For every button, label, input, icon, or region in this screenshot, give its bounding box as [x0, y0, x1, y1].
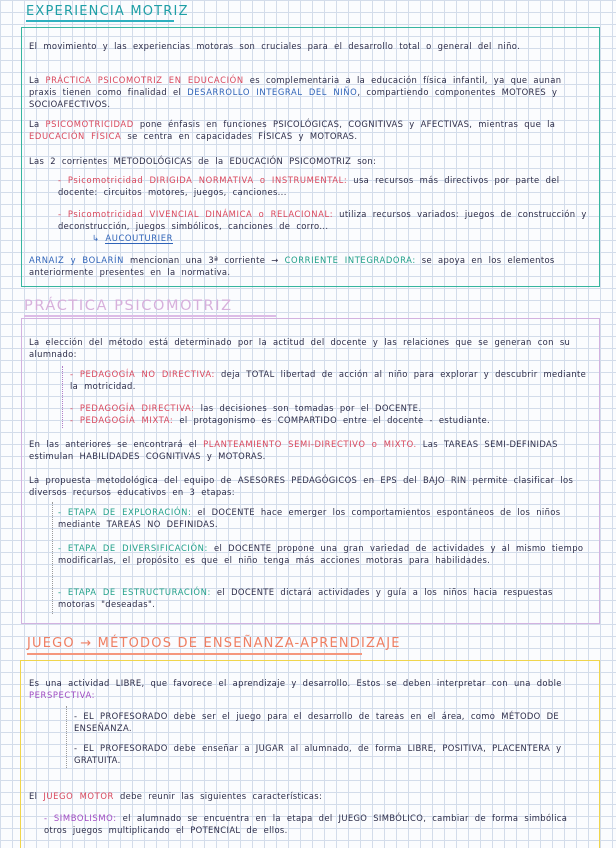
arrow-icon: →	[80, 636, 93, 651]
title-underline	[24, 315, 276, 317]
arrow-icon: ↳	[92, 233, 100, 243]
paragraph-practica-psicomotriz: La PRÁCTICA PSICOMOTRIZ EN EDUCACIÓN es complementaria a la educación física infantil, ya que aunan praxis tienen como finalidad el DESARROLLO INTEGRAL DEL NIÑO, compartiendo componentes MOTORES y SOCIOAFECTIVOS.	[29, 75, 562, 109]
paragraph-movimiento: El movimiento y las experiencias motoras son cruciales para el desarrollo total o general del niño.	[29, 41, 521, 51]
section-box-practica	[21, 318, 600, 624]
paragraph-semi-directivo: En las anteriores se encontrará el PLANTEAMIENTO SEMI-DIRECTIVO o MIXTO. Las TAREAS SEMI-DEFINIDAS estimulan HABILIDADES COGNITIVAS y MOTORAS.	[29, 439, 558, 461]
highlight-corriente-integradora: CORRIENTE INTEGRADORA:	[284, 255, 416, 265]
list-item-mixta: - PEDAGOGÍA MIXTA: el protagonismo es COMPARTIDO entre el docente - estudiante.	[70, 415, 491, 425]
aucouturier-note: ↳ AUCOUTURIER	[92, 233, 174, 243]
highlight-practica-psicomotriz: PRÁCTICA PSICOMOTRIZ EN EDUCACIÓN	[45, 75, 244, 85]
paragraph-juego-motor: El JUEGO MOTOR debe reunir las siguientes características:	[29, 791, 323, 801]
list-item-simbolismo: - SIMBOLISMO: el alumnado se encuentra en la etapa del JUEGO SIMBÓLICO, cambiar de forma simbólica otros juegos multiplicando el POTENCIAL de ellos.	[44, 813, 568, 835]
list-item-no-directiva: - PEDAGOGÍA NO DIRECTIVA: deja TOTAL libertad de acción al niño para explorar y descubrir mediante la motricidad.	[70, 369, 587, 391]
section-title-practica-psicomotriz: PRÁCTICA PSICOMOTRIZ	[24, 298, 233, 314]
list-item-vivencial: - Psicomotricidad VIVENCIAL DINÁMICA o RELACIONAL: utiliza recursos variados: juegos de construcción y deconstrucción, juegos simbólicos, canciones de corro...	[58, 209, 587, 231]
paragraph-psicomotricidad: La PSICOMOTRICIDAD pone énfasis en funciones PSICOLÓGICAS, COGNITIVAS y AFECTIVAS, mientras que la EDUCACIÓN FÍSICA se centra en capacidades FÍSICAS y MOTORAS.	[29, 119, 556, 141]
list-item-profesorado-jugar: - EL PROFESORADO debe enseñar a JUGAR al alumnado, de forma LIBRE, POSITIVA, PLACENTERA y GRATUITA.	[74, 743, 562, 765]
list-item-exploracion: - ETAPA DE EXPLORACIÓN: el DOCENTE hace emerger los comportamientos espontáneos de los niños mediante TAREAS NO DEFINIDAS.	[58, 507, 561, 529]
bracket-perspectiva	[66, 706, 69, 768]
paragraph-corrientes: Las 2 corrientes METODOLÓGICAS de la EDUCACIÓN PSICOMOTRIZ son:	[29, 156, 377, 166]
list-item-estructuracion: - ETAPA DE ESTRUCTURACIÓN: el DOCENTE dictará actividades y guía a los niños hacia respuestas motoras "deseadas".	[58, 587, 553, 609]
section-title-experiencia-motriz: EXPERIENCIA MOTRIZ	[26, 4, 189, 19]
title-underline	[27, 653, 362, 655]
list-item-diversificacion: - ETAPA DE DIVERSIFICACIÓN: el DOCENTE propone una gran variedad de actividades y al mismo tiempo modificarlas, el propósito es que el niño tenga más acciones motoras para habilidades.	[58, 543, 584, 565]
paragraph-eleccion-metodo: La elección del método está determinado por la actitud del docente y las relaciones que se generan con su alumnado:	[29, 337, 571, 359]
highlight-desarrollo-integral: DESARROLLO INTEGRAL DEL NIÑO	[187, 87, 358, 97]
bracket-pedagogias	[62, 366, 65, 428]
bracket-etapas	[52, 502, 55, 614]
list-item-dirigida: - Psicomotricidad DIRIGIDA NORMATIVA o INSTRUMENTAL: usa recursos más directivos por parte del docente: circuitos motores, juegos, canciones...	[58, 175, 560, 197]
highlight-psicomotricidad: PSICOMOTRICIDAD	[45, 119, 134, 129]
section-title-juego: JUEGO → MÉTODOS DE ENSEÑANZA-APRENDIZAJE	[27, 636, 401, 651]
paragraph-propuesta: La propuesta metodológica del equipo de ASESORES PEDAGÓGICOS en EPS del BAJO RIN permite clasificar los diversos recursos educativos en 3 etapas:	[29, 475, 574, 497]
list-item-directiva: - PEDAGOGÍA DIRECTIVA: las decisiones son tomadas por el DOCENTE.	[70, 403, 422, 413]
paragraph-arnaiz-bolarin: ARNAIZ y BOLARÍN mencionan una 3ª corriente → CORRIENTE INTEGRADORA: se apoya en los elementos anteriormente presentes en la normativa.	[29, 255, 555, 277]
list-item-profesorado-metodo: - EL PROFESORADO debe ser el juego para el desarrollo de tareas en el área, como MÉTODO DE ENSEÑANZA.	[74, 711, 560, 733]
title-underline	[26, 20, 174, 22]
paragraph-actividad-libre: Es una actividad LIBRE, que favorece el aprendizaje y desarrollo. Estos se deben interpretar con una doble PERSPECTIVA:	[29, 678, 562, 700]
highlight-educacion-fisica: EDUCACIÓN FÍSICA	[29, 131, 122, 141]
